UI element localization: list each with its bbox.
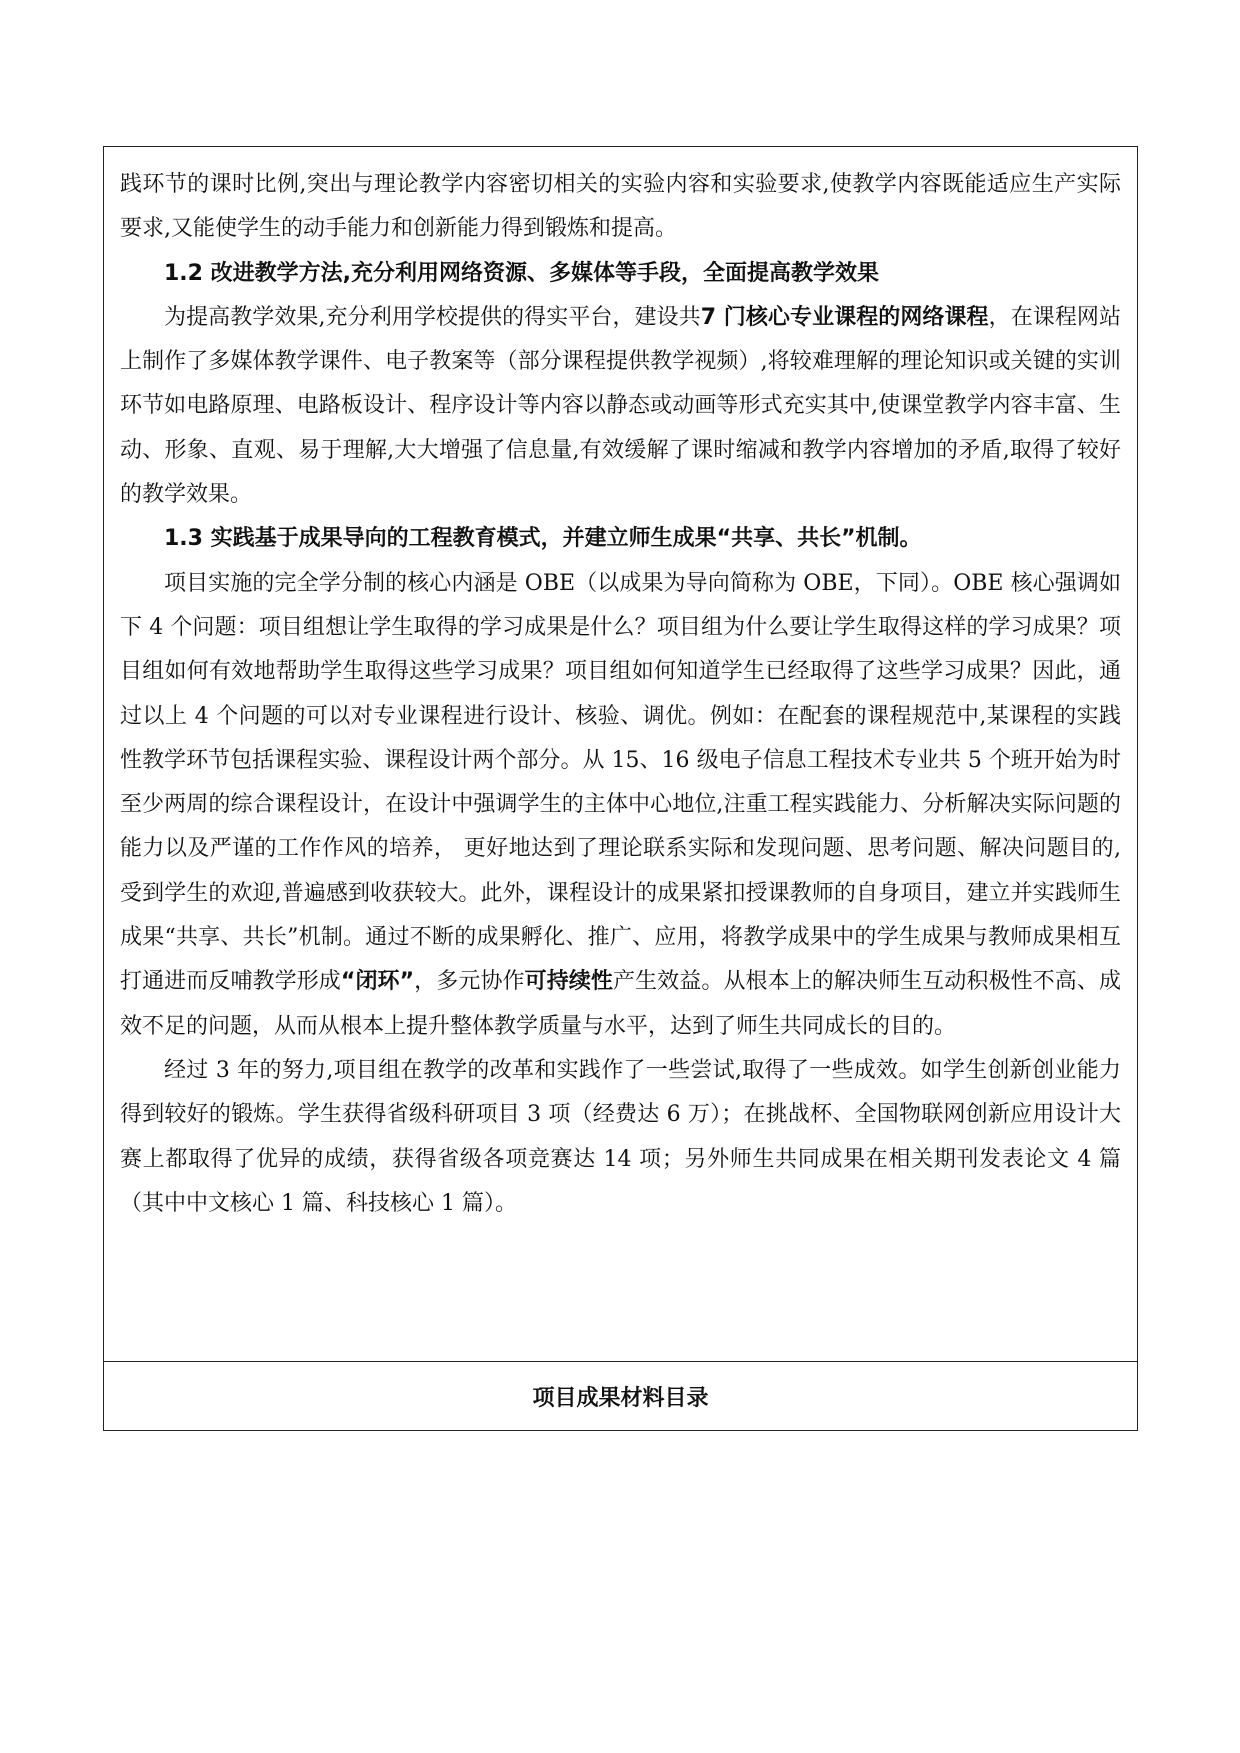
paragraph-1-2-text-a: 为提高教学效果,充分利用学校提供的得实平台，建设共 [164, 304, 701, 330]
heading-1-2: 1.2 改进教学方法,充分利用网络资源、多媒体等手段，全面提高教学效果 [164, 260, 879, 286]
paragraph-1-3-bold-loop: “闭环” [340, 969, 415, 995]
paragraph-1-3-text-a: 项目实施的完全学分制的核心内涵是 OBE（以成果为导向简称为 OBE，下同）。OBE 核心强调如下 4 个问题：项目组想让学生取得的学习成果是什么？项目组为什么要让学生取得这样的学习成果？项目组如何有效地帮助学生取得这些学习成果？项目组如何知道学生已经取得了这些学习成果？因此，通过以上 4 个问题的可以对专业课程进行设计、核验、调优。例如：在配套的课程规范中,某课程的实践性教学环节包括课程实验、课程设计两个部分。从 15、16 级电子信息工程技术专业共 5 个班开始为时至少两周的综合课程设计，在设计中强调学生的主体中心地位,注重工程实践能力、分析解决实际问题的能力以及严谨的工作作风的培养， 更好地达到了理论联系实际和发现问题、思考问题、解决问题目的,受到学生的欢迎,普遍感到收获较大。此外，课程设计的成果紧扣授课教师的自身项目，建立并实践师生成果“共享、共长”机制。通过不断的成果孵化、推广、应用，将教学成果中的学生成果与教师成果相互打通进而反哺教学形成 [120, 570, 1121, 995]
paragraph-1-2 [120, 296, 1121, 517]
paragraph-1-2-bold: 7 门核心专业课程的网络课程 [700, 304, 989, 330]
paragraph-continuation: 践环节的课时比例,突出与理论教学内容密切相关的实验内容和实验要求,使教学内容既能适应生产实际要求,又能使学生的动手能力和创新能力得到锻炼和提高。 [120, 172, 1121, 242]
paragraph-1-3-bold-sustain: 可持续性 [524, 969, 613, 995]
form-table [103, 146, 1138, 1431]
paragraph-1-3-text-c: ，多元协作 [414, 969, 525, 995]
paragraph-1-2-text-c: ，在课程网站上制作了多媒体教学课件、电子教案等（部分课程提供教学视频）,将较难理解的理论知识或关键的实训环节如电路原理、电路板设计、程序设计等内容以静态或动画等形式充实其中,使课堂教学内容丰富、生动、形象、直观、易于理解,大大增强了信息量,有效缓解了课时缩减和教学内容增加的矛盾,取得了较好的教学效果。 [120, 304, 1121, 508]
paragraph-1-3-text-e: 产生效益。从根本上的解决师生互动积极性不高、成效不足的问题，从而从根本上提升整体教学质量与水平，达到了师生共同成长的目的。 [120, 969, 1121, 1039]
section-title-cell [104, 1362, 1137, 1430]
content-cell [104, 147, 1137, 1362]
paragraph-summary: 经过 3 年的努力,项目组在教学的改革和实践作了一些尝试,取得了一些成效。如学生创新创业能力得到较好的锻炼。学生获得省级科研项目 3 项（经费达 6 万）；在挑战杯、全国物联网创新应用设计大赛上都取得了优异的成绩，获得省级各项竞赛达 14 项；另外师生共同成果在相关期刊发表论文 4 篇（其中中文核心 1 篇、科技核心 1 篇）。 [120, 1057, 1121, 1216]
heading-1-3: 1.3 实践基于成果导向的工程教育模式，并建立师生成果“共享、共长”机制。 [164, 526, 922, 552]
paragraph-1-3 [120, 562, 1121, 1049]
section-title: 项目成果材料目录 [532, 1385, 709, 1411]
